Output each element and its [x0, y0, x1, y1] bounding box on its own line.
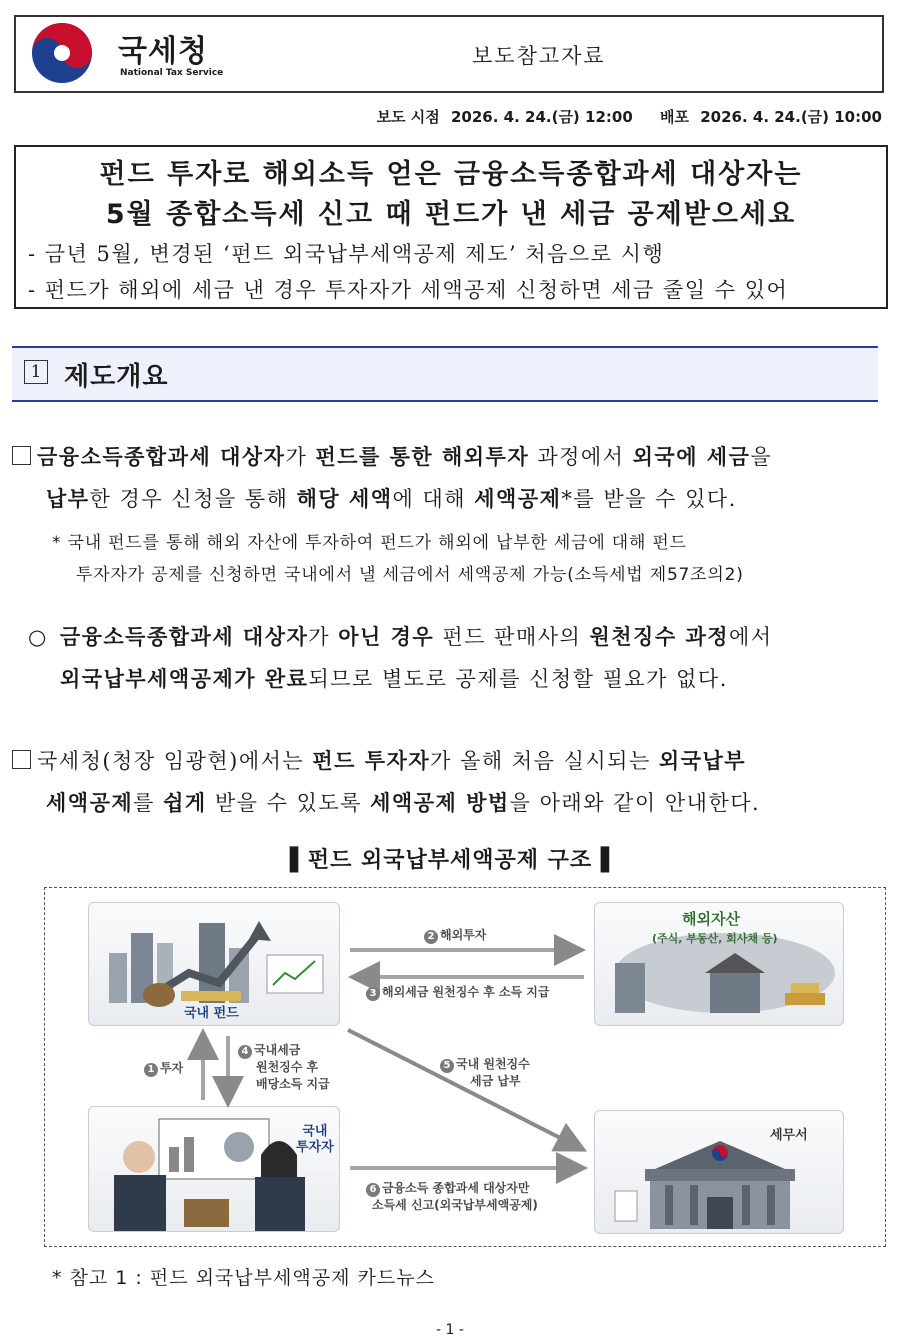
- headline-line-2: 5월 종합소득세 신고 때 펀드가 낸 세금 공제받으세요: [105, 199, 797, 230]
- step-2-label: 2 해외투자: [424, 927, 486, 944]
- domestic-fund-label: 국내 펀드: [184, 1006, 239, 1021]
- distribution-time: 2026. 4. 24.(금) 10:00: [700, 108, 882, 126]
- overseas-assets-sub: (주식, 부동산, 회사채 등): [652, 932, 778, 945]
- step-4-label: 4 국내세금 원천징수 후 배당소득 지급: [238, 1042, 330, 1093]
- org-name-en: National Tax Service: [120, 68, 224, 78]
- distribution-label: 배포: [660, 108, 689, 126]
- step-6-label: 6 금융소득 종합과세 대상자만 소득세 신고(외국납부세액공제): [366, 1180, 538, 1214]
- step-5-label: 5 국내 원천징수 세금 납부: [440, 1056, 530, 1090]
- reference-note: * 참고 1 : 펀드 외국납부세액공제 카드뉴스: [52, 1267, 435, 1289]
- footnote-1-line-2: 투자자가 공제를 신청하면 국내에서 낼 세금에서 세액공제 가능(소득세법 제57조의2): [76, 565, 744, 585]
- domestic-investor-label: 국내 투자자: [296, 1124, 334, 1155]
- page-number: - 1 -: [436, 1322, 464, 1338]
- section-number: 1: [24, 360, 48, 384]
- org-name-ko: 국세청: [118, 34, 208, 69]
- subheadline-1: - 금년 5월, 변경된 ‘펀드 외국납부세액공제 제도’ 처음으로 시행: [28, 242, 665, 266]
- paragraph-1: 금융소득종합과세 대상자가 펀드를 통한 해외투자 과정에서 외국에 세금을 납부한 경우 신청을 통해 해당 세액에 대해 세액공제*를 받을 수 있다.: [12, 436, 772, 520]
- doc-type: 보도참고자료: [472, 44, 606, 68]
- paragraph-2: ○ 금융소득종합과세 대상자가 아닌 경우 펀드 판매사의 원천징수 과정에서 외국납부세액공제가 완료되므로 별도로 공제를 신청할 필요가 없다.: [28, 625, 773, 691]
- diagram-title: ▌펀드 외국납부세액공제 구조▐: [289, 848, 611, 873]
- overseas-assets-label: 해외자산: [682, 910, 740, 928]
- subheadline-2: - 펀드가 해외에 세금 낸 경우 투자자가 세액공제 신청하면 세금 줄일 수 있어: [28, 278, 789, 302]
- headline-line-1: 펀드 투자로 해외소득 얻은 금융소득종합과세 대상자는: [99, 159, 803, 190]
- release-label: 보도 시점: [376, 108, 440, 126]
- release-time: 2026. 4. 24.(금) 12:00: [450, 108, 633, 126]
- section-title: 제도개요: [64, 362, 169, 392]
- tax-office-label: 세무서: [770, 1128, 808, 1143]
- paragraph-3: 국세청(청장 임광현)에서는 펀드 투자자가 올해 처음 실시되는 외국납부 세액공제를 쉽게 받을 수 있도록 세액공제 방법을 아래와 같이 안내한다.: [12, 740, 760, 824]
- footnote-1-line-1: * 국내 펀드를 통해 해외 자산에 투자하여 펀드가 해외에 납부한 세금에 대해 펀드: [52, 533, 687, 553]
- step-3-label: 3 해외세금 원천징수 후 소득 지급: [366, 984, 549, 1001]
- step-1-label: 1 투자: [144, 1060, 183, 1077]
